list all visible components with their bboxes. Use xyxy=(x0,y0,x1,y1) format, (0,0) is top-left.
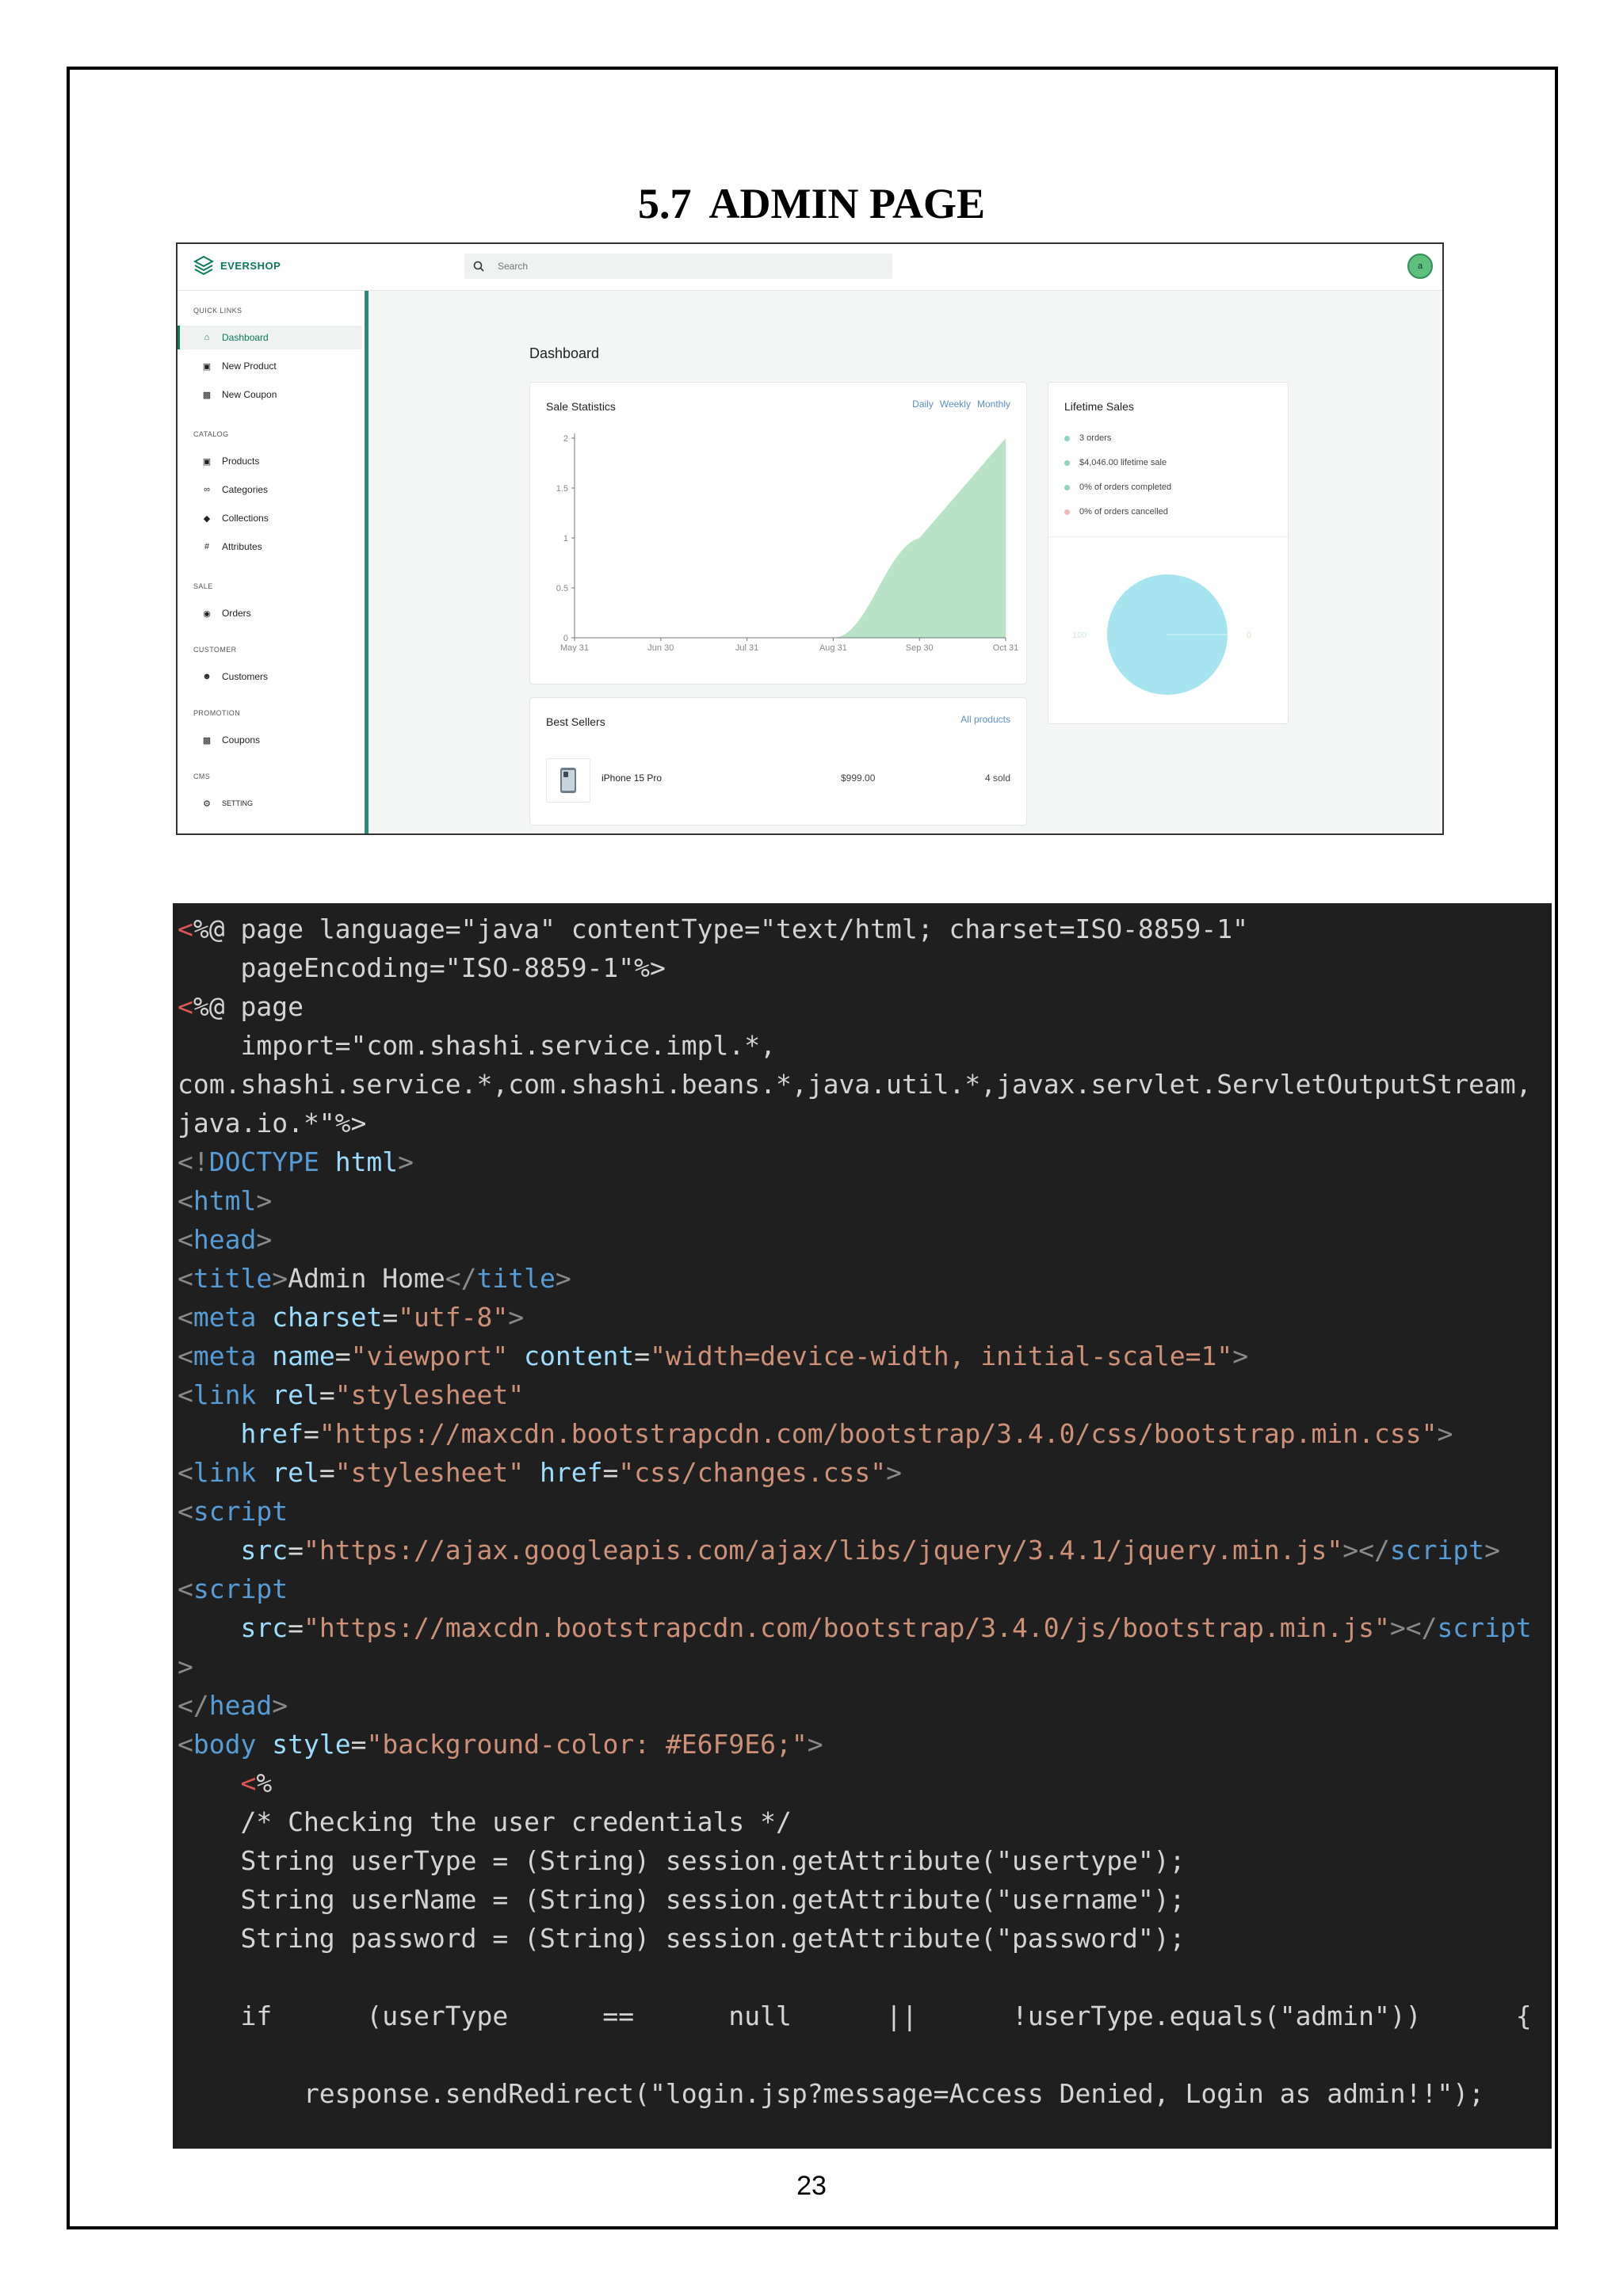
code-token: = xyxy=(350,1729,367,1760)
code-token: < xyxy=(178,1302,193,1333)
code-token: name xyxy=(256,1341,335,1371)
phone-icon xyxy=(559,767,577,794)
x-tick-label: Oct 31 xyxy=(992,643,1019,653)
sidebar-item-label: Categories xyxy=(222,484,269,495)
section-heading: ADMIN PAGE xyxy=(708,180,985,227)
code-line xyxy=(178,1841,1552,1880)
box-icon: ▣ xyxy=(202,361,212,372)
bullet-dot xyxy=(1064,460,1070,466)
code-token: href xyxy=(524,1457,603,1488)
code-token: < xyxy=(178,991,193,1022)
gear-icon: ⚙ xyxy=(203,799,211,809)
avatar[interactable]: a xyxy=(1407,254,1433,279)
product-price: $999.00 xyxy=(841,772,876,784)
code-line xyxy=(178,2074,1552,2113)
y-tick-label: 1.5 xyxy=(556,484,568,494)
sidebar-group-cms: CMS xyxy=(193,772,211,780)
pie-label-right: 0 xyxy=(1247,631,1252,640)
code-token: link xyxy=(193,1379,257,1410)
code-line xyxy=(178,948,1552,987)
admin-dashboard-screenshot xyxy=(176,242,1444,835)
code-token: = xyxy=(303,1418,319,1449)
code-token: script xyxy=(1437,1612,1532,1643)
code-token: = xyxy=(288,1535,304,1566)
code-token: = xyxy=(288,1612,304,1643)
code-token: "viewport" xyxy=(350,1341,509,1371)
code-token: DOCTYPE xyxy=(208,1146,319,1177)
lifetime-item-text: $4,046.00 lifetime sale xyxy=(1079,458,1167,467)
gift-icon: ▩ xyxy=(202,390,212,400)
lifetime-pie-chart xyxy=(1048,541,1288,715)
tab-daily[interactable]: Daily xyxy=(912,399,934,410)
code-token: head xyxy=(193,1224,257,1255)
x-tick-label: Sep 30 xyxy=(905,643,934,653)
code-token: = xyxy=(634,1341,651,1371)
code-token: > xyxy=(1437,1418,1453,1449)
code-line xyxy=(178,1259,1552,1298)
code-token: > xyxy=(272,1690,288,1721)
sidebar-group-catalog: CATALOG xyxy=(193,430,229,438)
code-token: meta xyxy=(193,1341,257,1371)
page-title: Dashboard xyxy=(529,345,600,361)
code-token: link xyxy=(193,1457,257,1488)
y-tick-label: 2 xyxy=(563,434,568,444)
sidebar-group-sale: SALE xyxy=(193,582,213,590)
page-number: 23 xyxy=(796,2171,827,2201)
code-token: script xyxy=(193,1496,288,1527)
code-line xyxy=(178,1298,1552,1337)
all-products-link[interactable]: All products xyxy=(960,714,1010,725)
code-line xyxy=(178,1181,1552,1220)
box-icon: ▣ xyxy=(202,456,212,467)
lifetime-item xyxy=(1064,458,1167,467)
product-name[interactable]: iPhone 15 Pro xyxy=(601,772,663,784)
sidebar-group-promotion: PROMOTION xyxy=(193,709,241,717)
code-token: <! xyxy=(178,1146,209,1177)
code-token: </ xyxy=(178,1690,209,1721)
bullet-dot xyxy=(1064,509,1070,515)
sidebar-item-label: Orders xyxy=(222,608,251,619)
code-token: /* Checking the user credentials */ xyxy=(178,1806,792,1837)
code-token: rel xyxy=(256,1379,319,1410)
code-token: title xyxy=(476,1263,556,1294)
code-token: %@ page xyxy=(193,991,304,1022)
sidebar-item-customers[interactable] xyxy=(178,665,360,688)
product-thumbnail[interactable] xyxy=(546,758,590,803)
brand-logo[interactable] xyxy=(193,255,281,276)
sidebar-item-products[interactable] xyxy=(178,449,360,473)
code-line xyxy=(178,1647,1552,1686)
pie-label-left: 100 xyxy=(1072,631,1087,640)
code-token: > xyxy=(1232,1341,1249,1371)
bullet-dot xyxy=(1064,485,1070,490)
code-line xyxy=(178,1764,1552,1802)
code-token: "stylesheet" xyxy=(334,1457,525,1488)
code-token: < xyxy=(178,1379,193,1410)
code-token: < xyxy=(178,913,193,944)
code-token: > xyxy=(256,1185,273,1216)
search-box[interactable] xyxy=(464,254,892,279)
x-tick-label: Jun 30 xyxy=(647,643,674,653)
code-token xyxy=(178,1768,240,1798)
code-token: String userName = (String) session.getAttribute("username"); xyxy=(178,1884,1186,1915)
code-token: content xyxy=(508,1341,635,1371)
lifetime-item-text: 0% of orders completed xyxy=(1079,482,1172,492)
code-token: html xyxy=(319,1146,399,1177)
code-token: < xyxy=(240,1768,257,1798)
users-icon: ☻ xyxy=(202,672,212,681)
gift-icon: ▩ xyxy=(202,735,212,746)
code-token: src xyxy=(178,1612,288,1643)
code-token: if (userType == null || !userType.equals("admin")) { xyxy=(178,2000,1532,2031)
code-token: = xyxy=(602,1457,619,1488)
top-bar xyxy=(178,244,1442,291)
sidebar xyxy=(178,291,369,833)
code-token: pageEncoding="ISO-8859-1"%> xyxy=(178,952,666,983)
x-tick-label: Jul 31 xyxy=(735,643,759,653)
card-title: Lifetime Sales xyxy=(1064,400,1134,413)
code-token: % xyxy=(256,1768,273,1798)
code-token: java.io.*"%> xyxy=(178,1108,367,1138)
sidebar-item-collections[interactable] xyxy=(178,506,360,530)
code-token: > xyxy=(555,1263,571,1294)
code-token: > xyxy=(508,1302,525,1333)
sidebar-item-attributes[interactable] xyxy=(178,535,360,559)
code-token: "https://maxcdn.bootstrapcdn.com/bootstrap/3.4.0/css/bootstrap.min.css" xyxy=(319,1418,1438,1449)
code-token: style xyxy=(256,1729,351,1760)
code-token: String password = (String) session.getAttribute("password"); xyxy=(178,1923,1186,1954)
code-line xyxy=(178,1220,1552,1259)
sidebar-item-label: Dashboard xyxy=(222,332,269,343)
code-line xyxy=(178,1375,1552,1414)
code-block xyxy=(173,903,1552,2149)
code-token: > xyxy=(1484,1535,1500,1566)
code-line xyxy=(178,1065,1552,1104)
code-token: < xyxy=(178,1185,193,1216)
code-token: = xyxy=(334,1341,351,1371)
code-token: head xyxy=(208,1690,273,1721)
code-line xyxy=(178,1453,1552,1492)
x-tick-label: May 31 xyxy=(559,643,590,653)
code-token: = xyxy=(319,1457,335,1488)
code-token: "background-color: #E6F9E6;" xyxy=(366,1729,808,1760)
sidebar-item-label: Customers xyxy=(222,671,269,682)
sidebar-group-quick-links: QUICK LINKS xyxy=(193,307,242,315)
tag-icon: ◆ xyxy=(203,513,211,524)
code-token: "stylesheet" xyxy=(334,1379,525,1410)
sidebar-item-label: Attributes xyxy=(222,541,262,552)
code-token: ></ xyxy=(1342,1535,1390,1566)
code-line xyxy=(178,1997,1552,2035)
code-token: response.sendRedirect("login.jsp?message=Access Denied, Login as admin!!"); xyxy=(178,2078,1485,2109)
code-token: < xyxy=(178,1457,193,1488)
link-icon: ∞ xyxy=(204,485,210,494)
code-token: "css/changes.css" xyxy=(618,1457,887,1488)
y-tick-label: 0.5 xyxy=(556,584,568,593)
sidebar-item-label: New Coupon xyxy=(222,389,277,400)
code-line xyxy=(178,1958,1552,1997)
lifetime-sales-card xyxy=(1048,382,1289,724)
code-line xyxy=(178,1569,1552,1608)
code-line xyxy=(178,1104,1552,1142)
sidebar-item-label: SETTING xyxy=(222,799,254,807)
sidebar-item-dashboard[interactable] xyxy=(178,326,362,349)
code-token: > xyxy=(886,1457,902,1488)
code-line xyxy=(178,1026,1552,1065)
code-token: com.shashi.service.*,com.shashi.beans.*,java.util.*,javax.servlet.ServletOutputStream, xyxy=(178,1069,1532,1100)
tab-weekly[interactable]: Weekly xyxy=(939,399,971,410)
sales-area xyxy=(575,438,1006,638)
product-sold-count: 4 sold xyxy=(984,772,1010,784)
code-token: > xyxy=(178,1651,193,1682)
y-tick-label: 1 xyxy=(563,534,568,543)
code-line xyxy=(178,1686,1552,1725)
divider xyxy=(1048,536,1288,537)
code-line xyxy=(178,987,1552,1026)
code-token: ></ xyxy=(1389,1612,1438,1643)
code-line xyxy=(178,1880,1552,1919)
lifetime-item xyxy=(1064,433,1111,443)
best-sellers-card xyxy=(529,697,1027,826)
cart-icon: ◉ xyxy=(203,608,211,619)
code-token: %@ page language="java" contentType="text/html; charset=ISO-8859-1" xyxy=(193,913,1249,944)
sidebar-item-label: Products xyxy=(222,456,260,467)
home-icon: ⌂ xyxy=(204,333,210,342)
code-line xyxy=(178,1608,1552,1647)
code-token: < xyxy=(178,1496,193,1527)
code-line xyxy=(178,1492,1552,1531)
search-icon xyxy=(472,260,485,273)
lifetime-item-text: 3 orders xyxy=(1079,433,1112,443)
code-token: = xyxy=(319,1379,335,1410)
search-input[interactable] xyxy=(496,260,816,273)
hash-icon: # xyxy=(204,542,210,551)
code-line xyxy=(178,1802,1552,1841)
sidebar-item-new-coupon[interactable] xyxy=(178,383,360,406)
card-title: Sale Statistics xyxy=(546,400,616,413)
card-title: Best Sellers xyxy=(546,715,605,728)
code-line xyxy=(178,1414,1552,1453)
sale-statistics-card xyxy=(529,382,1027,685)
code-token: Admin Home xyxy=(288,1263,445,1294)
code-token: body xyxy=(193,1729,257,1760)
code-token: script xyxy=(1389,1535,1485,1566)
sale-statistics-chart xyxy=(530,383,1026,684)
sidebar-item-orders[interactable] xyxy=(178,601,360,625)
code-token: href xyxy=(178,1418,304,1449)
code-token: "https://maxcdn.bootstrapcdn.com/bootstrap/3.4.0/js/bootstrap.min.js" xyxy=(303,1612,1390,1643)
code-token: "https://ajax.googleapis.com/ajax/libs/jquery/3.4.1/jquery.min.js" xyxy=(303,1535,1343,1566)
code-token: < xyxy=(178,1729,193,1760)
code-line xyxy=(178,1725,1552,1764)
section-title xyxy=(0,179,1623,228)
code-token: > xyxy=(256,1224,273,1255)
sidebar-group-customer: CUSTOMER xyxy=(193,646,237,654)
sidebar-item-label: New Product xyxy=(222,360,277,372)
code-line xyxy=(178,1919,1552,1958)
code-token: "width=device-width, initial-scale=1" xyxy=(650,1341,1233,1371)
code-line xyxy=(178,1142,1552,1181)
code-token: > xyxy=(807,1729,823,1760)
sidebar-item-new-product[interactable] xyxy=(178,354,360,378)
code-token: script xyxy=(193,1573,288,1604)
y-tick-label: 0 xyxy=(563,634,568,643)
bullet-dot xyxy=(1064,436,1070,441)
code-token: </ xyxy=(445,1263,477,1294)
code-token: title xyxy=(193,1263,273,1294)
lifetime-item-text: 0% of orders cancelled xyxy=(1079,507,1168,517)
code-token: < xyxy=(178,1573,193,1604)
code-token: meta xyxy=(193,1302,257,1333)
code-line xyxy=(178,1531,1552,1569)
code-token: import="com.shashi.service.impl.*, xyxy=(178,1030,776,1061)
tab-monthly[interactable]: Monthly xyxy=(976,399,1010,410)
code-line xyxy=(178,2035,1552,2074)
code-token: < xyxy=(178,1224,193,1255)
sidebar-item-categories[interactable] xyxy=(178,478,360,502)
code-token: = xyxy=(382,1302,399,1333)
code-token: rel xyxy=(256,1457,319,1488)
code-token: > xyxy=(272,1263,288,1294)
section-number: 5.7 xyxy=(638,180,692,227)
lifetime-item xyxy=(1064,482,1171,492)
code-line xyxy=(178,1337,1552,1375)
sidebar-item-label: Coupons xyxy=(222,734,261,746)
sidebar-item-setting[interactable] xyxy=(178,791,360,815)
x-tick-label: Aug 31 xyxy=(819,643,847,653)
code-token: charset xyxy=(256,1302,383,1333)
code-token: < xyxy=(178,1341,193,1371)
code-token: < xyxy=(178,1263,193,1294)
code-token: "utf-8" xyxy=(398,1302,509,1333)
lifetime-item xyxy=(1064,507,1168,517)
code-line xyxy=(178,910,1552,948)
code-token: src xyxy=(178,1535,288,1566)
brand-name: EVERSHOP xyxy=(220,259,281,272)
evershop-logo-icon xyxy=(193,255,214,276)
sidebar-item-coupons[interactable] xyxy=(178,728,360,752)
code-token: html xyxy=(193,1185,257,1216)
code-token: String userType = (String) session.getAttribute("usertype"); xyxy=(178,1845,1186,1876)
sidebar-item-label: Collections xyxy=(222,513,269,524)
code-token: > xyxy=(398,1146,414,1177)
